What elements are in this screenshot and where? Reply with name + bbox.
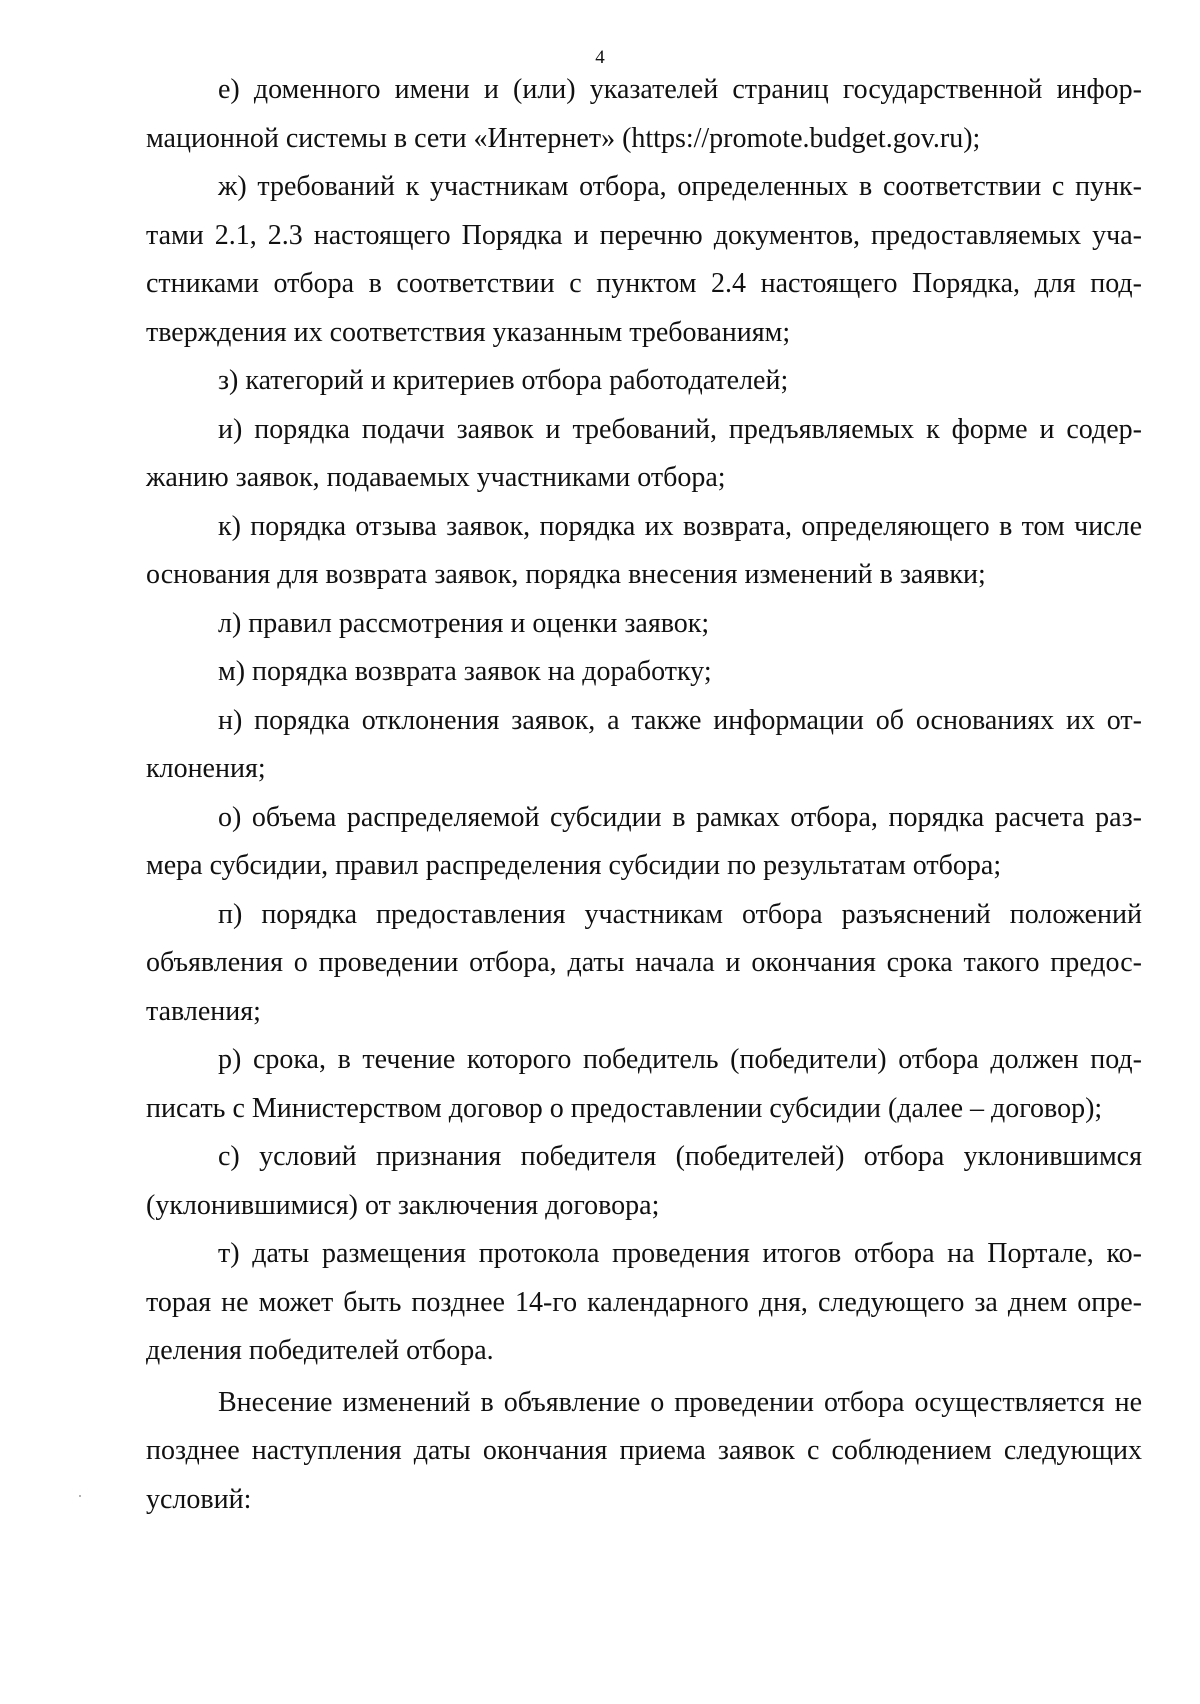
paragraph-zh-participant-requirements: ж) требований к участникам отбора, определенных в соответствии с пунктами 2.1, 2.3 настоящего Порядка и перечню документов, предоставляемых участниками отбора в соответствии с пунктом 2.4 настоящего Порядка, для подтверждения их соответствия указанным требованиям; (146, 171, 1142, 348)
paragraph-m-return-for-revision: м) порядка возврата заявок на доработку; (218, 656, 712, 687)
page-number: 4 (595, 47, 605, 68)
paragraph-z-employer-categories: з) категорий и критериев отбора работодателей; (218, 365, 789, 396)
paragraph-amendment-conditions: Внесение изменений в объявление о проведении отбора осуществляется не позднее наступления даты окончания приема заявок с соблюдением следующих условий: (146, 1386, 1142, 1515)
paragraph-t-protocol-publication: т) даты размещения протокола проведения итогов отбора на Портале, которая не может быть позднее 14-го календарного дня, следующего за днем определения победителей отбора. (146, 1238, 1142, 1366)
paragraph-k-application-withdrawal: к) порядка отзыва заявок, порядка их возврата, определяющего в том числе основания для возврата заявок, порядка внесения изменений в заявки; (146, 510, 1142, 590)
paragraph-e-domain-name: е) доменного имени и (или) указателей страниц государственной информационной системы в сети «Интернет» (https://promote.budget.gov.ru); (146, 74, 1142, 154)
paragraph-i-application-submission: и) порядка подачи заявок и требований, предъявляемых к форме и содержанию заявок, подаваемых участниками отбора; (146, 413, 1142, 493)
paragraph-p-clarifications: п) порядка предоставления участникам отбора разъяснений положений объявления о проведении отбора, даты начала и окончания срока такого предоставления; (146, 898, 1142, 1027)
scan-dot-mark (79, 1495, 81, 1497)
paragraph-n-rejection-procedure: н) порядка отклонения заявок, а также информации об основаниях их отклонения; (146, 704, 1142, 784)
paragraph-r-contract-signing-term: р) срока, в течение которого победитель (победители) отбора должен подписать с Министерством договор о предоставлении субсидии (далее – договор); (146, 1044, 1142, 1124)
document-body (146, 66, 1142, 1524)
paragraph-s-evasion-conditions: с) условий признания победителя (победителей) отбора уклонившимся (уклонившимися) от заключения договора; (146, 1141, 1142, 1221)
paragraph-o-subsidy-volume: о) объема распределяемой субсидии в рамках отбора, порядка расчета размера субсидии, правил распределения субсидии по результатам отбора; (146, 801, 1142, 881)
paragraph-l-review-rules: л) правил рассмотрения и оценки заявок; (218, 607, 710, 639)
